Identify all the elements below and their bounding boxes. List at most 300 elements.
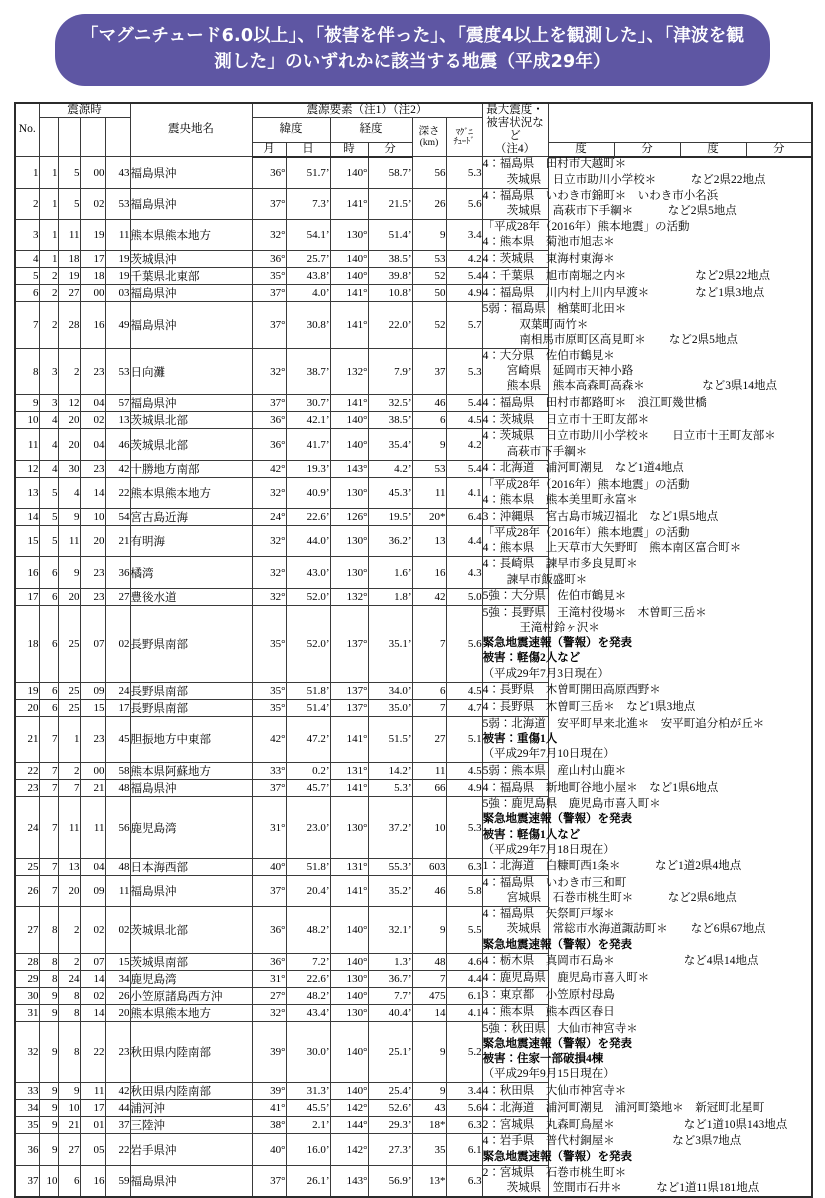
row-cell-lon-deg: 141° <box>330 875 368 906</box>
row-cell-day: 19 <box>58 268 80 285</box>
row-cell-month: 1 <box>39 220 58 251</box>
row-cell-lon-deg: 140° <box>330 412 368 429</box>
row-cell-description <box>482 699 548 716</box>
table-row <box>15 907 812 954</box>
max-intensity-line-2: （注4） <box>495 143 535 155</box>
row-cell-day: 11 <box>58 526 80 557</box>
description-line: 1：北海道 白糠町西1条＊ など1道2県4地点 <box>483 859 548 874</box>
row-cell-day: 11 <box>58 220 80 251</box>
col-header-day <box>58 117 80 157</box>
row-cell-lon-deg: 131° <box>330 763 368 780</box>
row-cell-day: 20 <box>58 875 80 906</box>
row-cell-magnitude: 6.4 <box>446 509 482 526</box>
row-cell-epicenter: 茨城県沖 <box>130 251 252 268</box>
row-cell-epicenter: 鹿児島湾 <box>130 797 252 859</box>
row-cell-minute: 57 <box>105 395 130 412</box>
row-cell-magnitude: 5.0 <box>446 588 482 605</box>
row-cell-day: 27 <box>58 285 80 302</box>
row-cell-lat-deg: 36° <box>252 953 286 970</box>
row-cell-epicenter: 福島県沖 <box>130 285 252 302</box>
description-line: 被害：軽傷1人など <box>483 828 548 843</box>
row-cell-lat-deg: 40° <box>252 858 286 875</box>
row-cell-lon-deg: 142° <box>330 1134 368 1165</box>
row-cell-lon-min: 7.7’ <box>368 987 412 1004</box>
description-line: 4：福島県 田村市都路町＊ 浪江町幾世橋 <box>483 396 548 411</box>
row-cell-minute: 34 <box>105 970 130 987</box>
row-cell-epicenter: 橘湾 <box>130 557 252 588</box>
row-cell-minute: 17 <box>105 699 130 716</box>
row-cell-lat-deg: 32° <box>252 588 286 605</box>
row-cell-magnitude: 4.1 <box>446 477 482 508</box>
row-cell-epicenter: 秋田県内陸南部 <box>130 1021 252 1083</box>
description-line: 5弱：熊本県 産山村山鹿＊ <box>483 764 548 779</box>
description-line: 5強：秋田県 大仙市神宮寺＊ <box>483 1022 548 1037</box>
table-row <box>15 953 812 970</box>
description-line: 4：熊本県 熊本美里町永富＊ <box>483 493 548 508</box>
description-line: 「平成28年（2016年）熊本地震」の活動 <box>483 478 548 493</box>
row-cell-description <box>482 220 548 251</box>
row-cell-epicenter: 福島県沖 <box>130 1165 252 1197</box>
table-row <box>15 251 812 268</box>
row-cell-lon-min: 5.3’ <box>368 780 412 797</box>
row-cell-lon-deg: 132° <box>330 348 368 395</box>
row-cell-lon-deg: 132° <box>330 588 368 605</box>
row-cell-lat-min: 52.0’ <box>286 588 330 605</box>
row-cell-lon-min: 51.4’ <box>368 220 412 251</box>
row-cell-no: 30 <box>15 987 39 1004</box>
row-cell-epicenter: 長野県南部 <box>130 682 252 699</box>
description-line: 4：長崎県 諫早市多良見町＊ <box>483 557 548 572</box>
row-cell-month: 7 <box>39 780 58 797</box>
row-cell-depth: 9 <box>412 1083 446 1100</box>
row-cell-lon-deg: 131° <box>330 858 368 875</box>
description-line: 3：東京都 小笠原村母島 <box>483 988 548 1003</box>
row-cell-lon-min: 10.8’ <box>368 285 412 302</box>
row-cell-minute: 11 <box>105 220 130 251</box>
row-cell-lon-min: 52.6’ <box>368 1100 412 1117</box>
row-cell-minute: 48 <box>105 780 130 797</box>
row-cell-lat-min: 43.4’ <box>286 1004 330 1021</box>
row-cell-hour: 23 <box>80 460 105 477</box>
row-cell-month: 5 <box>39 477 58 508</box>
row-cell-day: 18 <box>58 251 80 268</box>
description-line: 4：長野県 木曽町三岳＊ など1県3地点 <box>483 700 548 715</box>
row-cell-lat-deg: 36° <box>252 412 286 429</box>
row-cell-description <box>482 1165 548 1197</box>
table-row <box>15 970 812 987</box>
row-cell-no: 3 <box>15 220 39 251</box>
row-cell-month: 5 <box>39 526 58 557</box>
row-cell-epicenter: 小笠原諸島西方沖 <box>130 987 252 1004</box>
row-cell-no: 26 <box>15 875 39 906</box>
row-cell-hour: 11 <box>80 1083 105 1100</box>
table-row <box>15 797 812 859</box>
row-cell-lat-deg: 32° <box>252 220 286 251</box>
row-cell-lon-min: 32.5’ <box>368 395 412 412</box>
description-line: 5強：長野県 王滝村役場＊ 木曽町三岳＊ <box>483 606 548 621</box>
table-row <box>15 1083 812 1100</box>
row-cell-month: 4 <box>39 429 58 460</box>
row-cell-lat-deg: 24° <box>252 509 286 526</box>
row-cell-hour: 23 <box>80 557 105 588</box>
row-cell-month: 7 <box>39 716 58 763</box>
row-cell-lat-min: 4.0’ <box>286 285 330 302</box>
row-cell-lat-deg: 42° <box>252 460 286 477</box>
row-cell-hour: 23 <box>80 716 105 763</box>
description-line: 4：茨城県 日立市十王町友部＊ <box>483 413 548 428</box>
row-cell-depth: 53 <box>412 251 446 268</box>
max-intensity-line-1: 最大震度・被害状況など <box>486 104 544 142</box>
row-cell-minute: 24 <box>105 682 130 699</box>
row-cell-lat-min: 22.6’ <box>286 509 330 526</box>
description-line: 4：岩手県 普代村銅屋＊ など3県7地点 <box>483 1134 548 1149</box>
row-cell-magnitude: 5.2 <box>446 1021 482 1083</box>
row-cell-day: 9 <box>58 557 80 588</box>
row-cell-lat-min: 52.0’ <box>286 605 330 682</box>
description-line: 4：千葉県 旭市南堀之内＊ など2県22地点 <box>483 269 548 284</box>
row-cell-depth: 9 <box>412 220 446 251</box>
row-cell-month: 7 <box>39 797 58 859</box>
row-cell-magnitude: 4.5 <box>446 763 482 780</box>
row-cell-lon-deg: 141° <box>330 780 368 797</box>
row-cell-hour: 14 <box>80 1004 105 1021</box>
row-cell-minute: 42 <box>105 1083 130 1100</box>
row-cell-day: 2 <box>58 953 80 970</box>
row-cell-hour: 23 <box>80 588 105 605</box>
row-cell-description <box>482 716 548 763</box>
row-cell-lat-deg: 31° <box>252 797 286 859</box>
row-cell-minute: 36 <box>105 557 130 588</box>
table-row <box>15 429 812 460</box>
row-cell-no: 17 <box>15 588 39 605</box>
description-line: 2：宮城県 石巻市桃生町＊ <box>483 1166 548 1181</box>
title-line-1: 「マグニチュード6.0以上」、「被害を伴った」、「震度4以上を観測した」、「津波を観 <box>81 26 744 46</box>
row-cell-epicenter: 福島県沖 <box>130 188 252 219</box>
row-cell-depth: 46 <box>412 875 446 906</box>
row-cell-minute: 23 <box>105 1021 130 1083</box>
row-cell-epicenter: 福島県沖 <box>130 780 252 797</box>
row-cell-description <box>482 285 548 302</box>
row-cell-lon-min: 21.5’ <box>368 188 412 219</box>
row-cell-lon-min: 35.1’ <box>368 605 412 682</box>
row-cell-description <box>482 188 548 219</box>
row-cell-lon-min: 58.7’ <box>368 157 412 188</box>
row-cell-lon-min: 25.1’ <box>368 1021 412 1083</box>
description-line: 緊急地震速報（警報）を発表 <box>483 636 548 651</box>
earthquake-table <box>14 102 813 1198</box>
col-header-hour <box>80 117 105 157</box>
row-cell-no: 35 <box>15 1117 39 1134</box>
col-header-minute-label: 分 <box>368 142 412 157</box>
row-cell-epicenter: 日本海西部 <box>130 858 252 875</box>
table-row <box>15 395 812 412</box>
row-cell-minute: 11 <box>105 875 130 906</box>
col-header-lon-deg: 度 <box>680 142 746 157</box>
description-line: 4：栃木県 真岡市石島＊ など4県14地点 <box>483 954 548 969</box>
row-cell-lon-min: 1.8’ <box>368 588 412 605</box>
row-cell-lat-deg: 37° <box>252 1165 286 1197</box>
row-cell-minute: 58 <box>105 763 130 780</box>
row-cell-description <box>482 1004 548 1021</box>
row-cell-lat-min: 20.4’ <box>286 875 330 906</box>
row-cell-magnitude: 6.3 <box>446 858 482 875</box>
col-header-day-label: 日 <box>286 142 330 157</box>
row-cell-epicenter: 豊後水道 <box>130 588 252 605</box>
row-cell-magnitude: 5.5 <box>446 907 482 954</box>
row-cell-depth: 20* <box>412 509 446 526</box>
row-cell-lon-min: 19.5’ <box>368 509 412 526</box>
description-line: 王滝村鈴ヶ沢＊ <box>483 621 548 636</box>
row-cell-lon-min: 37.2’ <box>368 797 412 859</box>
description-line: （平成29年7月10日現在） <box>483 747 548 762</box>
row-cell-day: 20 <box>58 588 80 605</box>
row-cell-magnitude: 5.6 <box>446 605 482 682</box>
row-cell-depth: 52 <box>412 302 446 349</box>
row-cell-no: 15 <box>15 526 39 557</box>
description-line: 4：鹿児島県 鹿児島市喜入町＊ <box>483 971 548 986</box>
row-cell-day: 8 <box>58 1021 80 1083</box>
row-cell-description <box>482 907 548 954</box>
title-banner-container <box>0 0 825 86</box>
row-cell-magnitude: 4.9 <box>446 285 482 302</box>
row-cell-month: 6 <box>39 588 58 605</box>
row-cell-day: 5 <box>58 188 80 219</box>
description-line: （平成29年7月18日現在） <box>483 843 548 858</box>
table-row <box>15 875 812 906</box>
row-cell-month: 2 <box>39 302 58 349</box>
row-cell-month: 7 <box>39 875 58 906</box>
row-cell-magnitude: 6.1 <box>446 987 482 1004</box>
row-cell-day: 25 <box>58 605 80 682</box>
row-cell-lat-min: 7.3’ <box>286 188 330 219</box>
row-cell-magnitude: 4.5 <box>446 412 482 429</box>
row-cell-description <box>482 509 548 526</box>
row-cell-no: 33 <box>15 1083 39 1100</box>
row-cell-hour: 02 <box>80 412 105 429</box>
table-row <box>15 1117 812 1134</box>
row-cell-no: 28 <box>15 953 39 970</box>
description-line: 4：福島県 川内村上川内早渡＊ など1県3地点 <box>483 286 548 301</box>
table-row <box>15 285 812 302</box>
row-cell-day: 2 <box>58 348 80 395</box>
depth-unit: (km) <box>413 138 446 148</box>
row-cell-lat-min: 41.7’ <box>286 429 330 460</box>
row-cell-hour: 00 <box>80 157 105 188</box>
row-cell-lat-deg: 37° <box>252 395 286 412</box>
table-row <box>15 412 812 429</box>
row-cell-day: 21 <box>58 1117 80 1134</box>
row-cell-epicenter: 十勝地方南部 <box>130 460 252 477</box>
description-line: 緊急地震速報（警報）を発表 <box>483 1150 548 1165</box>
row-cell-hour: 00 <box>80 285 105 302</box>
row-cell-lon-deg: 140° <box>330 251 368 268</box>
row-cell-lat-deg: 27° <box>252 987 286 1004</box>
row-cell-epicenter: 三陸沖 <box>130 1117 252 1134</box>
row-cell-lon-min: 14.2’ <box>368 763 412 780</box>
row-cell-no: 20 <box>15 699 39 716</box>
row-cell-description <box>482 251 548 268</box>
row-cell-lon-min: 22.0’ <box>368 302 412 349</box>
description-line: 4：茨城県 日立市助川小学校＊ 日立市十王町友部＊ <box>483 429 548 444</box>
row-cell-depth: 50 <box>412 285 446 302</box>
col-header-month <box>39 117 58 157</box>
table-row <box>15 157 812 188</box>
row-cell-epicenter: 福島県沖 <box>130 302 252 349</box>
table-row <box>15 1100 812 1117</box>
row-cell-description <box>482 1117 548 1134</box>
row-cell-magnitude: 4.3 <box>446 557 482 588</box>
row-cell-no: 34 <box>15 1100 39 1117</box>
row-cell-depth: 18* <box>412 1117 446 1134</box>
row-cell-magnitude: 6.3 <box>446 1165 482 1197</box>
row-cell-lon-deg: 141° <box>330 285 368 302</box>
row-cell-lat-deg: 37° <box>252 285 286 302</box>
row-cell-lat-min: 31.3’ <box>286 1083 330 1100</box>
row-cell-minute: 22 <box>105 1134 130 1165</box>
row-cell-description <box>482 987 548 1004</box>
table-row <box>15 509 812 526</box>
description-line: 「平成28年（2016年）熊本地震」の活動 <box>483 526 548 541</box>
row-cell-no: 18 <box>15 605 39 682</box>
row-cell-month: 6 <box>39 605 58 682</box>
col-header-month-label: 月 <box>252 142 286 157</box>
row-cell-description <box>482 780 548 797</box>
row-cell-lat-min: 54.1’ <box>286 220 330 251</box>
table-row <box>15 682 812 699</box>
row-cell-day: 4 <box>58 477 80 508</box>
row-cell-lat-min: 22.6’ <box>286 970 330 987</box>
description-line: 5強：大分県 佐伯市鶴見＊ <box>483 589 548 604</box>
row-cell-depth: 16 <box>412 557 446 588</box>
row-cell-lat-deg: 36° <box>252 251 286 268</box>
row-cell-epicenter: 秋田県内陸南部 <box>130 1083 252 1100</box>
row-cell-minute: 48 <box>105 858 130 875</box>
row-cell-description <box>482 682 548 699</box>
row-cell-epicenter: 茨城県北部 <box>130 907 252 954</box>
col-header-hypocenter-elements: 震源要素（注1）（注2） <box>252 103 482 118</box>
row-cell-lat-deg: 31° <box>252 970 286 987</box>
row-cell-description <box>482 557 548 588</box>
row-cell-minute: 49 <box>105 302 130 349</box>
row-cell-hour: 09 <box>80 875 105 906</box>
row-cell-depth: 9 <box>412 907 446 954</box>
row-cell-hour: 14 <box>80 970 105 987</box>
row-cell-no: 36 <box>15 1134 39 1165</box>
row-cell-description <box>482 1021 548 1083</box>
row-cell-lon-deg: 140° <box>330 268 368 285</box>
row-cell-hour: 04 <box>80 429 105 460</box>
row-cell-day: 2 <box>58 907 80 954</box>
row-cell-minute: 37 <box>105 1117 130 1134</box>
table-row <box>15 268 812 285</box>
row-cell-lat-min: 47.2’ <box>286 716 330 763</box>
description-line: 4：北海道 浦河町潮見 など1道4地点 <box>483 461 548 476</box>
row-cell-no: 27 <box>15 907 39 954</box>
row-cell-minute: 15 <box>105 953 130 970</box>
row-cell-hour: 23 <box>80 348 105 395</box>
row-cell-minute: 45 <box>105 716 130 763</box>
row-cell-no: 7 <box>15 302 39 349</box>
row-cell-day: 20 <box>58 412 80 429</box>
row-cell-month: 9 <box>39 1100 58 1117</box>
row-cell-lon-deg: 144° <box>330 1117 368 1134</box>
row-cell-hour: 02 <box>80 907 105 954</box>
depth-label: 深さ <box>413 126 446 138</box>
row-cell-lon-min: 32.1’ <box>368 907 412 954</box>
row-cell-lon-deg: 137° <box>330 699 368 716</box>
description-line: 4：福島県 いわき市三和町 <box>483 876 548 891</box>
row-cell-description <box>482 395 548 412</box>
row-cell-lon-min: 7.9’ <box>368 348 412 395</box>
earthquake-table-container <box>0 86 825 1198</box>
row-cell-lat-min: 30.8’ <box>286 302 330 349</box>
row-cell-lat-deg: 35° <box>252 605 286 682</box>
row-cell-depth: 53 <box>412 460 446 477</box>
row-cell-no: 2 <box>15 188 39 219</box>
row-cell-epicenter: 長野県南部 <box>130 699 252 716</box>
row-cell-depth: 42 <box>412 588 446 605</box>
col-header-depth <box>412 117 446 157</box>
description-line: 宮城県 石巻市桃生町＊ など2県6地点 <box>483 891 548 906</box>
row-cell-no: 16 <box>15 557 39 588</box>
description-line: 5弱：北海道 安平町早来北進＊ 安平町追分柏が丘＊ <box>483 717 548 732</box>
row-cell-magnitude: 5.1 <box>446 716 482 763</box>
row-cell-minute: 21 <box>105 526 130 557</box>
row-cell-day: 12 <box>58 395 80 412</box>
row-cell-description <box>482 588 548 605</box>
row-cell-lat-min: 30.7’ <box>286 395 330 412</box>
col-header-latitude: 緯度 <box>252 117 330 142</box>
row-cell-epicenter: 福島県沖 <box>130 395 252 412</box>
row-cell-minute: 46 <box>105 429 130 460</box>
description-line: 4：福島県 田村市大越町＊ <box>483 157 548 172</box>
row-cell-hour: 22 <box>80 1021 105 1083</box>
table-row <box>15 302 812 349</box>
row-cell-lat-deg: 32° <box>252 348 286 395</box>
row-cell-minute: 02 <box>105 907 130 954</box>
description-line: 茨城県 常総市水海道諏訪町＊ など6県67地点 <box>483 922 548 937</box>
description-line: 4：福島県 新地町谷地小屋＊ など1県6地点 <box>483 781 548 796</box>
row-cell-no: 21 <box>15 716 39 763</box>
row-cell-lon-deg: 143° <box>330 1165 368 1197</box>
row-cell-lat-min: 26.1’ <box>286 1165 330 1197</box>
row-cell-minute: 03 <box>105 285 130 302</box>
row-cell-magnitude: 5.4 <box>446 268 482 285</box>
row-cell-lon-deg: 130° <box>330 1004 368 1021</box>
row-cell-magnitude: 5.3 <box>446 157 482 188</box>
row-cell-day: 27 <box>58 1134 80 1165</box>
table-row <box>15 699 812 716</box>
row-cell-magnitude: 5.8 <box>446 875 482 906</box>
row-cell-day: 30 <box>58 460 80 477</box>
row-cell-depth: 9 <box>412 1021 446 1083</box>
row-cell-day: 8 <box>58 987 80 1004</box>
row-cell-lon-deg: 130° <box>330 970 368 987</box>
description-line: 南相馬市原町区高見町＊ など2県5地点 <box>483 333 548 348</box>
row-cell-description <box>482 157 548 188</box>
row-cell-depth: 6 <box>412 682 446 699</box>
row-cell-description <box>482 875 548 906</box>
table-row <box>15 716 812 763</box>
row-cell-lat-min: 51.8’ <box>286 858 330 875</box>
row-cell-lat-min: 43.0’ <box>286 557 330 588</box>
row-cell-hour: 04 <box>80 395 105 412</box>
description-line: 4：熊本県 熊本西区春日 <box>483 1005 548 1020</box>
row-cell-lat-min: 48.2’ <box>286 907 330 954</box>
table-row <box>15 188 812 219</box>
row-cell-lon-min: 40.4’ <box>368 1004 412 1021</box>
header-row-1 <box>15 103 812 118</box>
